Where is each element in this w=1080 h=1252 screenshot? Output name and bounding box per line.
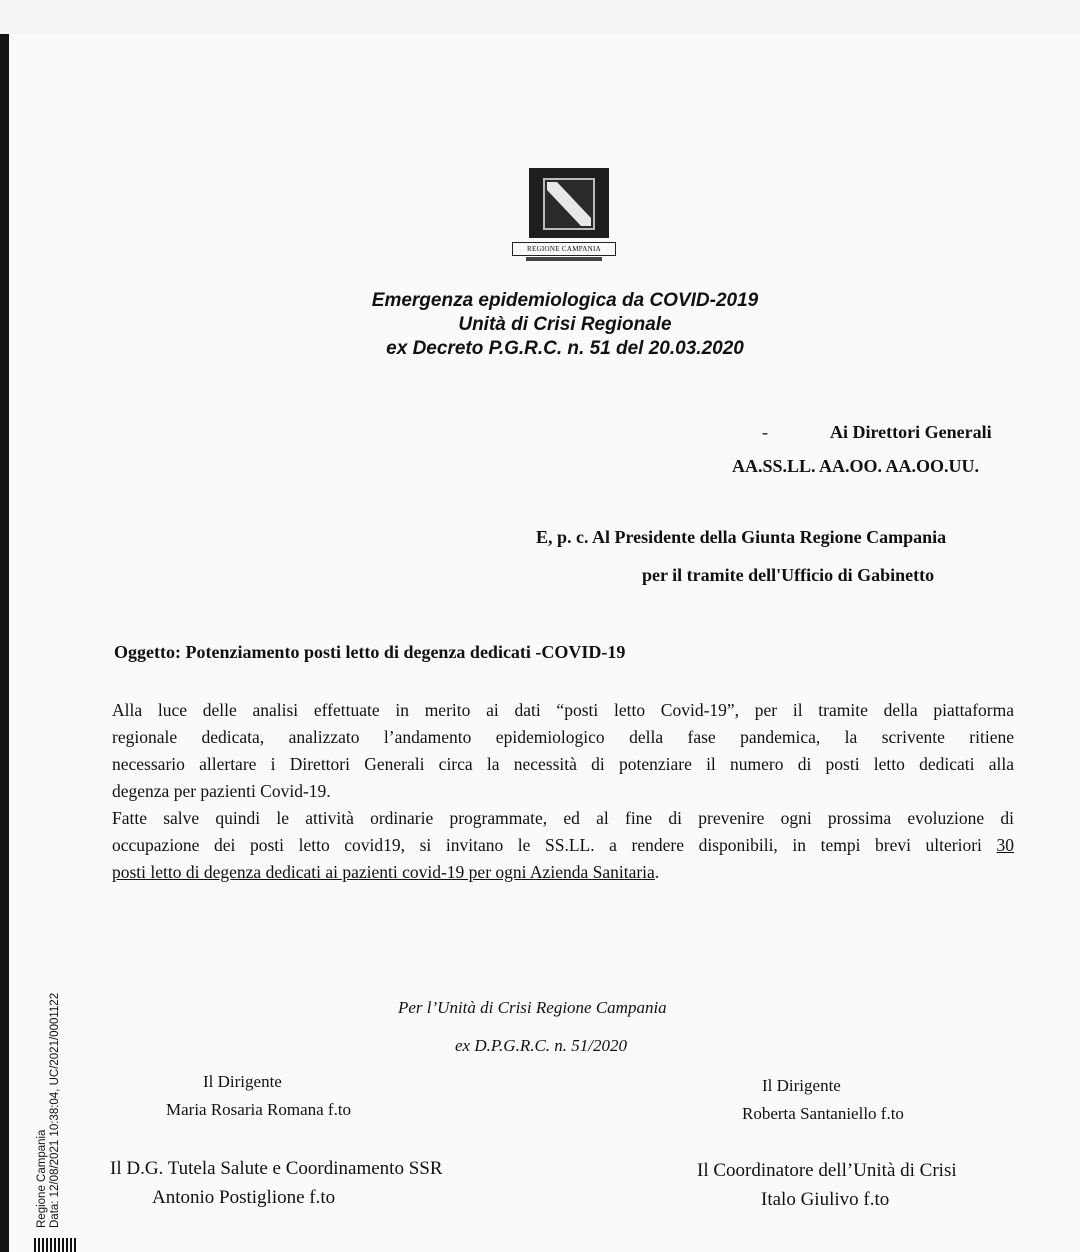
header-line-3: ex Decreto P.G.R.C. n. 51 del 20.03.2020 [386, 338, 744, 359]
signature-2-name: Roberta Santaniello f.to [742, 1104, 904, 1123]
signature-4-role: Il Coordinatore dell’Unità di Crisi [697, 1160, 957, 1181]
body-p2-line-3 [112, 859, 1014, 886]
body-p2-underlined-number: 30 [996, 835, 1015, 855]
body-paragraph-1 [112, 697, 1014, 805]
signature-1-role: Il Dirigente [203, 1072, 282, 1091]
recipient-cc-line-2: per il tramite dell'Ufficio di Gabinetto [642, 565, 935, 585]
body-p1-line: degenza per pazienti Covid-19. [112, 781, 331, 801]
body-p2-tail: . [654, 862, 660, 882]
barcode [34, 1238, 78, 1252]
subject-line: Oggetto: Potenziamento posti letto di degenza dedicati -COVID-19 [114, 642, 626, 662]
coat-of-arms-icon [529, 168, 609, 238]
signature-1-name: Maria Rosaria Romana f.to [166, 1100, 352, 1119]
logo-caption: REGIONE CAMPANIA [512, 242, 616, 256]
body-p1-line: necessario allertare i Direttori Generali circa la necessità di potenziare il numero di posti letto dedicati alla [112, 754, 1014, 774]
signature-3-name: Antonio Postiglione f.to [152, 1187, 336, 1208]
signature-4-name: Italo Giulivo f.to [761, 1189, 890, 1210]
closing-line-2: ex D.P.G.R.C. n. 51/2020 [455, 1036, 628, 1055]
signature-2-role: Il Dirigente [762, 1076, 841, 1095]
regione-campania-logo [512, 168, 616, 264]
header-line-2: Unità di Crisi Regionale [458, 314, 672, 335]
logo-underbar [526, 257, 602, 261]
recipient-to-line-1: Ai Direttori Generali [830, 422, 992, 442]
body-p2-line-text: occupazione dei posti letto covid19, si invitano le SS.LL. a rendere disponibili, in tempi brevi ulteriori [112, 835, 982, 855]
body-p2-line-2 [112, 832, 1014, 859]
protocol-stamp-line-2: Data: 12/08/2021 10:38:04, UC/2021/0001122 [49, 992, 61, 1228]
body-p2-underlined-text: posti letto di degenza dedicati ai pazienti covid-19 per ogni Azienda Sanitaria [112, 862, 655, 882]
body-p2-line: Fatte salve quindi le attività ordinarie programmate, ed al fine di prevenire ogni prossima evoluzione di [112, 808, 1014, 828]
recipient-dash: - [762, 422, 768, 442]
body-paragraph-2 [112, 805, 1014, 886]
recipient-cc-line-1: E, p. c. Al Presidente della Giunta Regione Campania [536, 527, 947, 547]
protocol-stamp-line-1: Regione Campania [36, 1129, 48, 1228]
recipient-to-line-2: AA.SS.LL. AA.OO. AA.OO.UU. [732, 456, 980, 476]
signature-3-role: Il D.G. Tutela Salute e Coordinamento SSR [110, 1158, 443, 1179]
body-p1-line: regionale dedicata, analizzato l’andamento epidemiologico della fase pandemica, la scrivente ritiene [112, 727, 1014, 747]
scan-edge [0, 34, 9, 1252]
body-p1-line: Alla luce delle analisi effettuate in merito ai dati “posti letto Covid-19”, per il tramite della piattaforma [112, 700, 1014, 720]
header-line-1: Emergenza epidemiologica da COVID-2019 [371, 290, 759, 311]
closing-line-1: Per l’Unità di Crisi Regione Campania [398, 998, 667, 1017]
protocol-stamp [36, 908, 62, 1228]
